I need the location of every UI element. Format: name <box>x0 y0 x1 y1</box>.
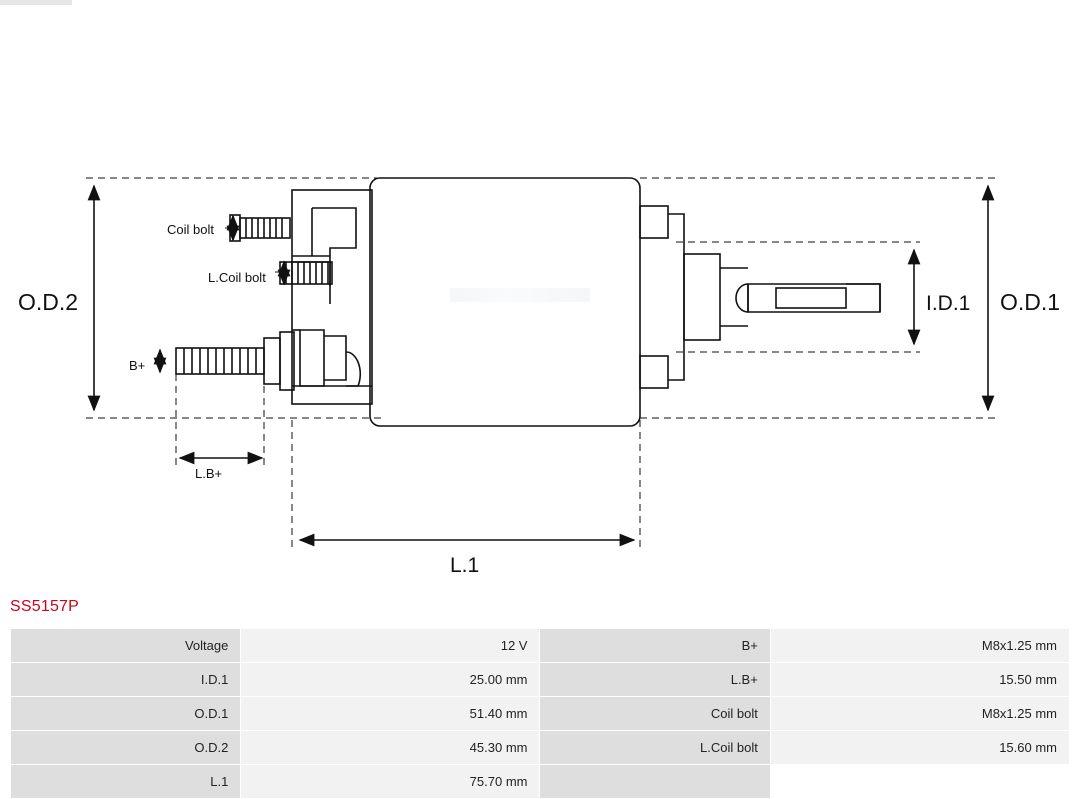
spec-value: 15.60 mm <box>770 731 1069 765</box>
spec-label: O.D.1 <box>11 697 241 731</box>
table-row <box>11 731 1070 765</box>
dimension-label-lbplus: L.B+ <box>195 466 223 481</box>
part-code: SS5157P <box>10 598 80 615</box>
spec-value: 75.70 mm <box>241 765 540 799</box>
spec-label-empty <box>540 765 770 799</box>
table-row <box>11 697 1070 731</box>
spec-label: Voltage <box>11 629 241 663</box>
table-row <box>11 765 1070 799</box>
spec-label: L.Coil bolt <box>540 731 770 765</box>
watermark <box>450 288 590 302</box>
dimension-label-id1: I.D.1 <box>926 292 971 315</box>
spec-value: 15.50 mm <box>770 663 1069 697</box>
spec-value: 12 V <box>241 629 540 663</box>
spec-label: B+ <box>540 629 770 663</box>
spec-value: 25.00 mm <box>241 663 540 697</box>
spec-label: I.D.1 <box>11 663 241 697</box>
spec-label: L.B+ <box>540 663 770 697</box>
table-row <box>11 629 1070 663</box>
spec-value: M8x1.25 mm <box>770 629 1069 663</box>
spec-value: M8x1.25 mm <box>770 697 1069 731</box>
spec-label: L.1 <box>11 765 241 799</box>
dimension-label-bplus: B+ <box>129 358 146 373</box>
dimension-label-od1: O.D.1 <box>1000 289 1061 315</box>
dimension-label-l1: L.1 <box>450 554 480 577</box>
spec-value: 51.40 mm <box>241 697 540 731</box>
dimension-label-coil-bolt: Coil bolt <box>167 222 214 237</box>
dimension-label-l-coil-bolt: L.Coil bolt <box>208 270 266 285</box>
dimension-label-od2: O.D.2 <box>18 289 79 315</box>
specifications-table <box>10 628 1070 799</box>
spec-label: Coil bolt <box>540 697 770 731</box>
spec-value-empty <box>770 765 1069 799</box>
spec-label: O.D.2 <box>11 731 241 765</box>
spec-value: 45.30 mm <box>241 731 540 765</box>
table-row <box>11 663 1070 697</box>
